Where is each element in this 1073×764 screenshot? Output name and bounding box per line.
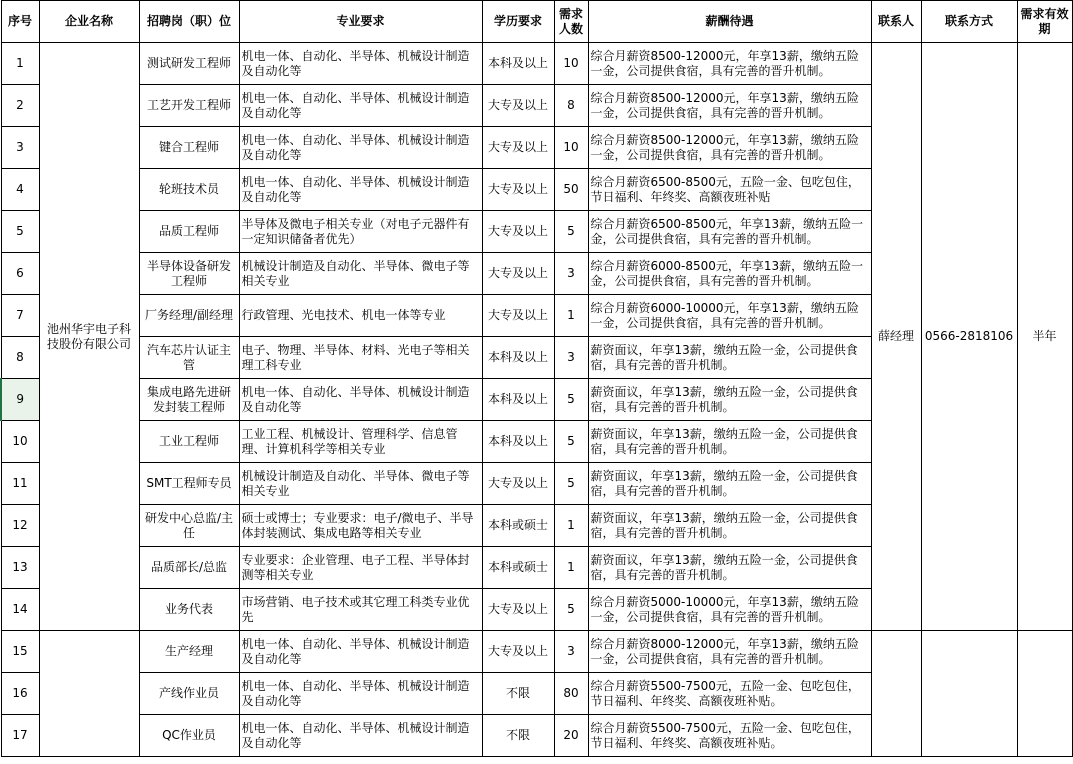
salary-cell[interactable]: 综合月薪资8000-12000元，年享13薪，缴纳五险一金，公司提供食宿，具有完善的晋升机制。 bbox=[588, 631, 871, 673]
salary-cell[interactable]: 综合月薪资6500-8500元，五险一金、包吃包住，节日福利、年终奖、高额夜班补贴 bbox=[588, 169, 871, 211]
major-requirement-cell[interactable]: 机电一体、自动化、半导体、机械设计制造及自动化等 bbox=[239, 631, 482, 673]
headcount-cell[interactable]: 5 bbox=[554, 421, 588, 463]
headcount-cell[interactable]: 5 bbox=[554, 589, 588, 631]
position-cell[interactable]: 品质工程师 bbox=[139, 211, 239, 253]
contact-phone-cell-empty[interactable] bbox=[921, 631, 1017, 757]
headcount-cell[interactable]: 1 bbox=[554, 547, 588, 589]
education-cell[interactable]: 不限 bbox=[482, 715, 554, 757]
row-number-cell[interactable]: 16 bbox=[1, 673, 39, 715]
major-requirement-cell[interactable]: 机电一体、自动化、半导体、机械设计制造及自动化等 bbox=[239, 127, 482, 169]
row-number-cell[interactable]: 17 bbox=[1, 715, 39, 757]
header-cell[interactable]: 需求有效期 bbox=[1017, 1, 1072, 43]
headcount-cell[interactable]: 1 bbox=[554, 295, 588, 337]
major-requirement-cell[interactable]: 工业工程、机械设计、管理科学、信息管理、计算机科学等相关专业 bbox=[239, 421, 482, 463]
position-cell[interactable]: SMT工程师专员 bbox=[139, 463, 239, 505]
header-cell[interactable]: 联系人 bbox=[871, 1, 921, 43]
major-requirement-cell[interactable]: 电子、物理、半导体、材料、光电子等相关理工科专业 bbox=[239, 337, 482, 379]
major-requirement-cell[interactable]: 机电一体、自动化、半导体、机械设计制造及自动化等 bbox=[239, 43, 482, 85]
position-cell[interactable]: 品质部长/总监 bbox=[139, 547, 239, 589]
position-cell[interactable]: 键合工程师 bbox=[139, 127, 239, 169]
salary-cell[interactable]: 薪资面议，年享13薪，缴纳五险一金，公司提供食宿，具有完善的晋升机制。 bbox=[588, 379, 871, 421]
education-cell[interactable]: 本科或硕士 bbox=[482, 547, 554, 589]
table-row bbox=[1, 631, 1072, 673]
company-name-cell-empty[interactable] bbox=[39, 631, 139, 757]
education-cell[interactable]: 大专及以上 bbox=[482, 631, 554, 673]
headcount-cell[interactable]: 20 bbox=[554, 715, 588, 757]
salary-cell[interactable]: 薪资面议，年享13薪，缴纳五险一金，公司提供食宿，具有完善的晋升机制。 bbox=[588, 421, 871, 463]
education-cell[interactable]: 本科或硕士 bbox=[482, 505, 554, 547]
major-requirement-cell[interactable]: 机械设计制造及自动化、半导体、微电子等相关专业 bbox=[239, 463, 482, 505]
headcount-cell[interactable]: 1 bbox=[554, 505, 588, 547]
education-cell[interactable]: 本科及以上 bbox=[482, 379, 554, 421]
header-cell[interactable]: 薪酬待遇 bbox=[588, 1, 871, 43]
headcount-cell[interactable]: 10 bbox=[554, 127, 588, 169]
education-cell[interactable]: 大专及以上 bbox=[482, 253, 554, 295]
salary-cell[interactable]: 薪资面议，年享13薪，缴纳五险一金，公司提供食宿，具有完善的晋升机制。 bbox=[588, 505, 871, 547]
salary-cell[interactable]: 综合月薪资6000-10000元，年享13薪，缴纳五险一金，公司提供食宿，具有完善的晋升机制。 bbox=[588, 295, 871, 337]
row-number-cell[interactable]: 3 bbox=[1, 127, 39, 169]
education-cell[interactable]: 大专及以上 bbox=[482, 463, 554, 505]
major-requirement-cell[interactable]: 机电一体、自动化、半导体、机械设计制造及自动化等 bbox=[239, 673, 482, 715]
row-number-cell[interactable]: 10 bbox=[1, 421, 39, 463]
header-cell[interactable]: 专业要求 bbox=[239, 1, 482, 43]
row-number-cell[interactable]: 9 bbox=[1, 379, 39, 421]
education-cell[interactable]: 大专及以上 bbox=[482, 169, 554, 211]
education-cell[interactable]: 大专及以上 bbox=[482, 85, 554, 127]
education-cell[interactable]: 本科及以上 bbox=[482, 337, 554, 379]
header-cell[interactable]: 序号 bbox=[1, 1, 39, 43]
major-requirement-cell[interactable]: 机电一体、自动化、半导体、机械设计制造及自动化等 bbox=[239, 85, 482, 127]
table-row bbox=[1, 43, 1072, 85]
major-requirement-cell[interactable]: 专业要求：企业管理、电子工程、半导体封测等相关专业 bbox=[239, 547, 482, 589]
row-number-cell[interactable]: 12 bbox=[1, 505, 39, 547]
table-body bbox=[1, 43, 1072, 757]
row-number-cell[interactable]: 1 bbox=[1, 43, 39, 85]
major-requirement-cell[interactable]: 硕士或博士；专业要求：电子/微电子、半导体封装测试、集成电路等相关专业 bbox=[239, 505, 482, 547]
headcount-cell[interactable]: 8 bbox=[554, 85, 588, 127]
validity-period-cell[interactable]: 半年 bbox=[1017, 43, 1072, 631]
position-cell[interactable]: 厂务经理/副经理 bbox=[139, 295, 239, 337]
position-cell[interactable]: 半导体设备研发工程师 bbox=[139, 253, 239, 295]
salary-cell[interactable]: 薪资面议，年享13薪，缴纳五险一金，公司提供食宿，具有完善的晋升机制。 bbox=[588, 463, 871, 505]
headcount-cell[interactable]: 3 bbox=[554, 631, 588, 673]
education-cell[interactable]: 大专及以上 bbox=[482, 589, 554, 631]
salary-cell[interactable]: 薪资面议，年享13薪，缴纳五险一金，公司提供食宿，具有完善的晋升机制。 bbox=[588, 337, 871, 379]
position-cell[interactable]: 汽车芯片认证主管 bbox=[139, 337, 239, 379]
header-cell[interactable]: 需求人数 bbox=[554, 1, 588, 43]
education-cell[interactable]: 不限 bbox=[482, 673, 554, 715]
header-cell[interactable]: 企业名称 bbox=[39, 1, 139, 43]
company-name-cell[interactable]: 池州华宇电子科技股份有限公司 bbox=[39, 43, 139, 631]
row-number-cell[interactable]: 4 bbox=[1, 169, 39, 211]
position-cell[interactable]: 生产经理 bbox=[139, 631, 239, 673]
row-number-cell[interactable]: 14 bbox=[1, 589, 39, 631]
headcount-cell[interactable]: 80 bbox=[554, 673, 588, 715]
contact-phone-cell[interactable]: 0566-2818106 bbox=[921, 43, 1017, 631]
education-cell[interactable]: 大专及以上 bbox=[482, 295, 554, 337]
salary-cell[interactable]: 综合月薪资5500-7500元，五险一金、包吃包住，节日福利、年终奖、高额夜班补贴。 bbox=[588, 715, 871, 757]
salary-cell[interactable]: 综合月薪资5000-10000元，年享13薪，缴纳五险一金，公司提供食宿，具有完善的晋升机制。 bbox=[588, 589, 871, 631]
header-cell[interactable]: 联系方式 bbox=[921, 1, 1017, 43]
major-requirement-cell[interactable]: 机械设计制造及自动化、半导体、微电子等相关专业 bbox=[239, 253, 482, 295]
position-cell[interactable]: 业务代表 bbox=[139, 589, 239, 631]
position-cell[interactable]: 工业工程师 bbox=[139, 421, 239, 463]
salary-cell[interactable]: 综合月薪资8500-12000元，年享13薪，缴纳五险一金，公司提供食宿，具有完善的晋升机制。 bbox=[588, 85, 871, 127]
salary-cell[interactable]: 综合月薪资8500-12000元，年享13薪，缴纳五险一金，公司提供食宿，具有完善的晋升机制。 bbox=[588, 127, 871, 169]
major-requirement-cell[interactable]: 机电一体、自动化、半导体、机械设计制造及自动化等 bbox=[239, 379, 482, 421]
row-number-cell[interactable]: 6 bbox=[1, 253, 39, 295]
headcount-cell[interactable]: 5 bbox=[554, 211, 588, 253]
major-requirement-cell[interactable]: 市场营销、电子技术或其它理工科类专业优先 bbox=[239, 589, 482, 631]
validity-period-cell-empty[interactable] bbox=[1017, 631, 1072, 757]
position-cell[interactable]: 集成电路先进研发封装工程师 bbox=[139, 379, 239, 421]
row-number-cell[interactable]: 5 bbox=[1, 211, 39, 253]
row-number-cell[interactable]: 8 bbox=[1, 337, 39, 379]
salary-cell[interactable]: 综合月薪资6000-8500元，年享13薪，缴纳五险一金，公司提供食宿，具有完善的晋升机制。 bbox=[588, 253, 871, 295]
headcount-cell[interactable]: 5 bbox=[554, 379, 588, 421]
major-requirement-cell[interactable]: 半导体及微电子相关专业（对电子元器件有一定知识储备者优先） bbox=[239, 211, 482, 253]
education-cell[interactable]: 本科及以上 bbox=[482, 43, 554, 85]
salary-cell[interactable]: 薪资面议，年享13薪，缴纳五险一金，公司提供食宿，具有完善的晋升机制。 bbox=[588, 547, 871, 589]
headcount-cell[interactable]: 50 bbox=[554, 169, 588, 211]
headcount-cell[interactable]: 5 bbox=[554, 463, 588, 505]
education-cell[interactable]: 本科及以上 bbox=[482, 421, 554, 463]
salary-cell[interactable]: 综合月薪资8500-12000元，年享13薪，缴纳五险一金，公司提供食宿，具有完善的晋升机制。 bbox=[588, 43, 871, 85]
position-cell[interactable]: 工艺开发工程师 bbox=[139, 85, 239, 127]
headcount-cell[interactable]: 3 bbox=[554, 337, 588, 379]
salary-cell[interactable]: 综合月薪资5500-7500元，五险一金、包吃包住，节日福利、年终奖、高额夜班补贴。 bbox=[588, 673, 871, 715]
salary-cell[interactable]: 综合月薪资6500-8500元，年享13薪，缴纳五险一金，公司提供食宿，具有完善的晋升机制。 bbox=[588, 211, 871, 253]
contact-person-cell[interactable]: 薛经理 bbox=[871, 43, 921, 631]
row-number-cell[interactable]: 13 bbox=[1, 547, 39, 589]
major-requirement-cell[interactable]: 行政管理、光电技术、机电一体等专业 bbox=[239, 295, 482, 337]
position-cell[interactable]: 产线作业员 bbox=[139, 673, 239, 715]
position-cell[interactable]: QC作业员 bbox=[139, 715, 239, 757]
headcount-cell[interactable]: 3 bbox=[554, 253, 588, 295]
row-number-cell[interactable]: 7 bbox=[1, 295, 39, 337]
row-number-cell[interactable]: 11 bbox=[1, 463, 39, 505]
position-cell[interactable]: 轮班技术员 bbox=[139, 169, 239, 211]
position-cell[interactable]: 研发中心总监/主任 bbox=[139, 505, 239, 547]
position-cell[interactable]: 测试研发工程师 bbox=[139, 43, 239, 85]
header-cell[interactable]: 招聘岗（职）位 bbox=[139, 1, 239, 43]
header-row bbox=[1, 1, 1072, 43]
headcount-cell[interactable]: 10 bbox=[554, 43, 588, 85]
education-cell[interactable]: 大专及以上 bbox=[482, 127, 554, 169]
major-requirement-cell[interactable]: 机电一体、自动化、半导体、机械设计制造及自动化等 bbox=[239, 169, 482, 211]
contact-person-cell-empty[interactable] bbox=[871, 631, 921, 757]
education-cell[interactable]: 大专及以上 bbox=[482, 211, 554, 253]
row-number-cell[interactable]: 2 bbox=[1, 85, 39, 127]
major-requirement-cell[interactable]: 机电一体、自动化、半导体、机械设计制造及自动化等 bbox=[239, 715, 482, 757]
header-cell[interactable]: 学历要求 bbox=[482, 1, 554, 43]
row-number-cell[interactable]: 15 bbox=[1, 631, 39, 673]
